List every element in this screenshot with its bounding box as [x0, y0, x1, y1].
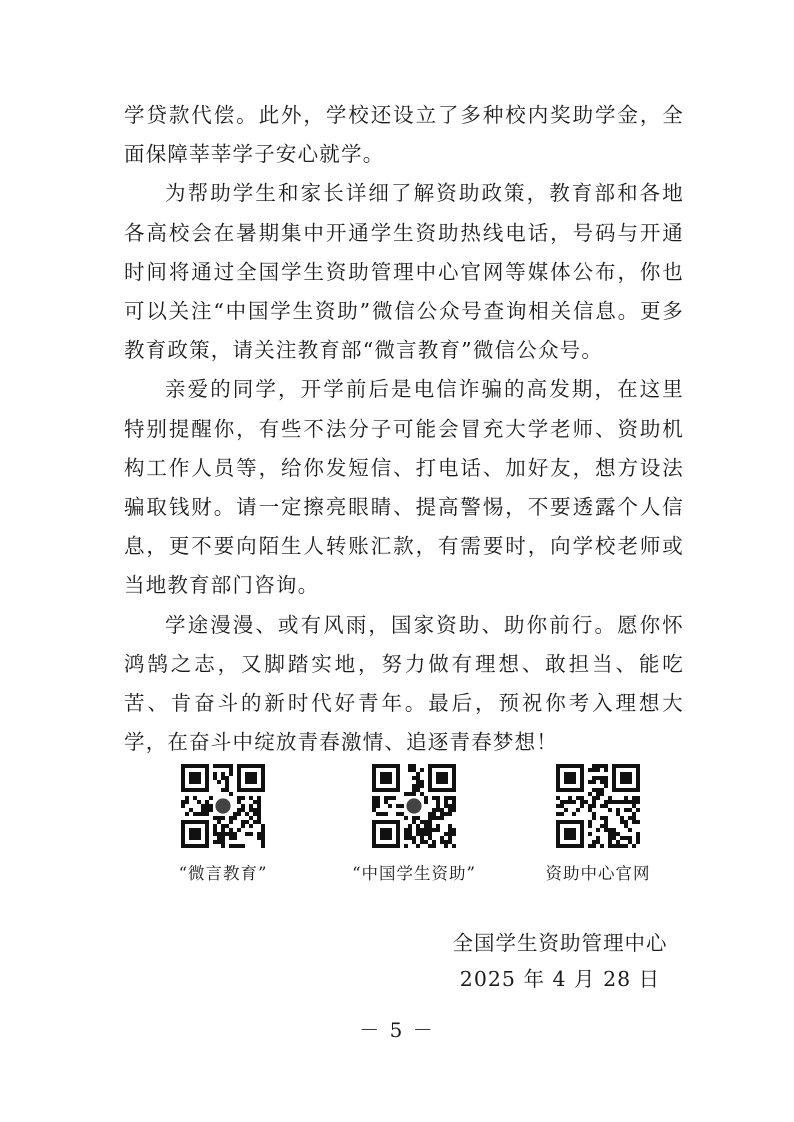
letter-body — [124, 96, 684, 762]
paragraph-fraud-warning: 亲爱的同学，开学前后是电信诈骗的高发期，在这里特别提醒你，有些不法分子可能会冒充大学老师、资助机构工作人员等，给你发短信、打电话、加好友，想方设法骗取钱财。请一定擦亮眼睛、提高警惕，不要透露个人信息，更不要向陌生人转账汇款，有需要时，向学校老师或当地教育部门咨询。 — [124, 377, 684, 598]
paragraph-hotline: 为帮助学生和家长详细了解资助政策，教育部和各地各高校会在暑期集中开通学生资助热线电话，号码与开通时间将通过全国学生资助管理中心官网等媒体公布，你也可以关注“中国学生资助”微信公众号查询相关信息。更多教育政策，请关注教育部“微言教育”微信公众号。 — [124, 181, 684, 363]
qr-aid-center-website — [513, 764, 683, 884]
qr-caption: 资助中心官网 — [545, 864, 651, 883]
qr-caption: “微言教育” — [178, 864, 268, 883]
qr-weiyan-jiaoyu — [138, 764, 308, 884]
paragraph-loan-repayment: 学贷款代偿。此外，学校还设立了多种校内奖助学金，全面保障莘莘学子安心就学。 — [124, 103, 684, 167]
signature-organization: 全国学生资助管理中心 — [452, 931, 668, 955]
qr-code-icon — [372, 764, 456, 848]
qr-caption: “中国学生资助” — [352, 864, 476, 883]
qr-code-icon — [181, 764, 265, 848]
page-number: － 5 － — [359, 1018, 435, 1042]
signature-date: 2025 年 4 月 28 日 — [459, 967, 661, 991]
qr-china-student-aid — [329, 764, 499, 884]
qr-code-icon — [556, 764, 640, 848]
paragraph-closing-wishes: 学途漫漫、或有风雨，国家资助、助你前行。愿你怀鸿鹄之志，又脚踏实地，努力做有理想、敢担当、能吃苦、肯奋斗的新时代好青年。最后，预祝你考入理想大学，在奋斗中绽放青春激情、追逐青春梦想！ — [124, 612, 684, 755]
